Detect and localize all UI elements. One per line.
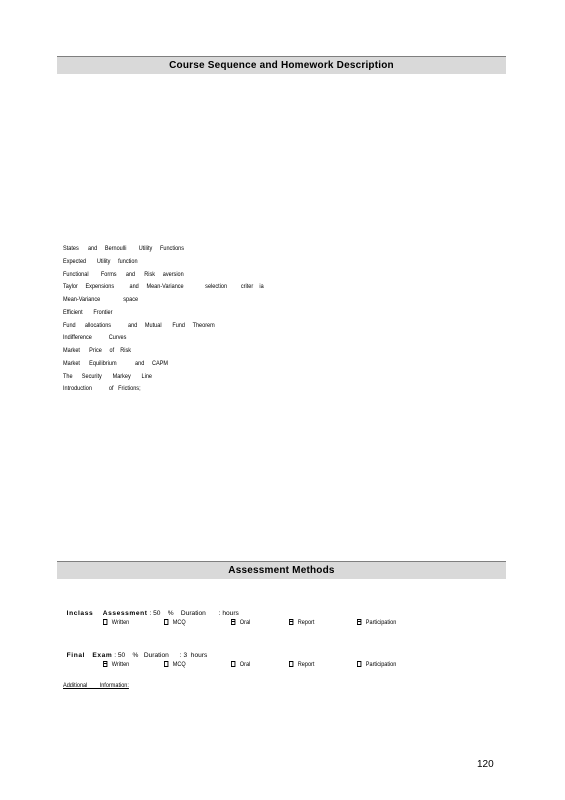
inclass-option-written[interactable]	[103, 619, 129, 626]
option-label: Participation	[365, 619, 397, 626]
final-exam-details: : 50 % Duration : 3 hours	[112, 652, 208, 659]
topic-item: Market Equilibrium and CAPM	[63, 359, 169, 367]
checkbox[interactable]	[231, 619, 235, 625]
final-option-written[interactable]	[103, 661, 129, 668]
inclass-assessment-row	[63, 603, 239, 617]
option-label: MCQ	[172, 661, 186, 668]
option-label: Report	[297, 619, 315, 626]
topic-item: Market Price of Risk	[63, 347, 132, 354]
checkbox[interactable]	[231, 661, 235, 667]
option-label: MCQ	[172, 619, 186, 626]
inclass-option-mcq[interactable]	[164, 619, 186, 626]
topic-item: Mean-Variance space	[63, 296, 139, 303]
checkbox[interactable]	[164, 661, 168, 667]
inclass-details: : 50 % Duration : hours	[147, 610, 239, 617]
inclass-label: Inclass Assessment	[66, 610, 148, 617]
assessment-title: Assessment Methods	[228, 565, 335, 576]
page-number: 120	[477, 759, 494, 770]
topic-item: The Security Markey Line	[63, 372, 153, 380]
checkbox[interactable]	[357, 619, 361, 625]
topic-list	[63, 243, 264, 396]
checkbox[interactable]	[103, 619, 107, 625]
topic-item: Fund allocations and Mutual Fund Theorem	[63, 321, 215, 329]
checkbox[interactable]	[164, 619, 168, 625]
final-exam-row	[63, 645, 207, 659]
course-sequence-title: Course Sequence and Homework Description	[169, 60, 394, 71]
checkbox[interactable]	[289, 619, 293, 625]
assessment-header	[57, 561, 506, 579]
topic-item: Expected Utility function	[63, 257, 138, 265]
option-label: Oral	[239, 619, 251, 626]
topic-item: Functional Forms and Risk aversion	[63, 270, 184, 278]
topic-item: Taylor Expensions and Mean-Variance selection criter ia	[63, 283, 264, 291]
final-option-oral[interactable]	[231, 661, 250, 668]
topic-item: Introduction of Frictions;	[63, 385, 141, 393]
additional-information-label: Additional Information:	[63, 682, 129, 689]
option-label: Oral	[239, 661, 251, 668]
option-label: Report	[297, 661, 315, 668]
final-exam-label: Final Exam	[66, 652, 113, 659]
option-label: Written	[111, 661, 130, 668]
course-sequence-header	[57, 56, 506, 74]
topic-item: States and Bernoulli Utility Functions	[63, 245, 185, 252]
topic-item: Efficient Frontier	[63, 308, 113, 316]
inclass-option-oral[interactable]	[231, 619, 250, 626]
final-option-participation[interactable]	[357, 661, 396, 668]
final-option-report[interactable]	[289, 661, 314, 668]
option-label: Written	[111, 619, 130, 626]
inclass-option-participation[interactable]	[357, 619, 396, 626]
topic-item: Indifference Curves	[63, 334, 127, 342]
checkbox[interactable]	[103, 661, 107, 667]
inclass-option-report[interactable]	[289, 619, 314, 626]
final-option-mcq[interactable]	[164, 661, 186, 668]
option-label: Participation	[365, 661, 397, 668]
checkbox[interactable]	[357, 661, 361, 667]
checkbox[interactable]	[289, 661, 293, 667]
